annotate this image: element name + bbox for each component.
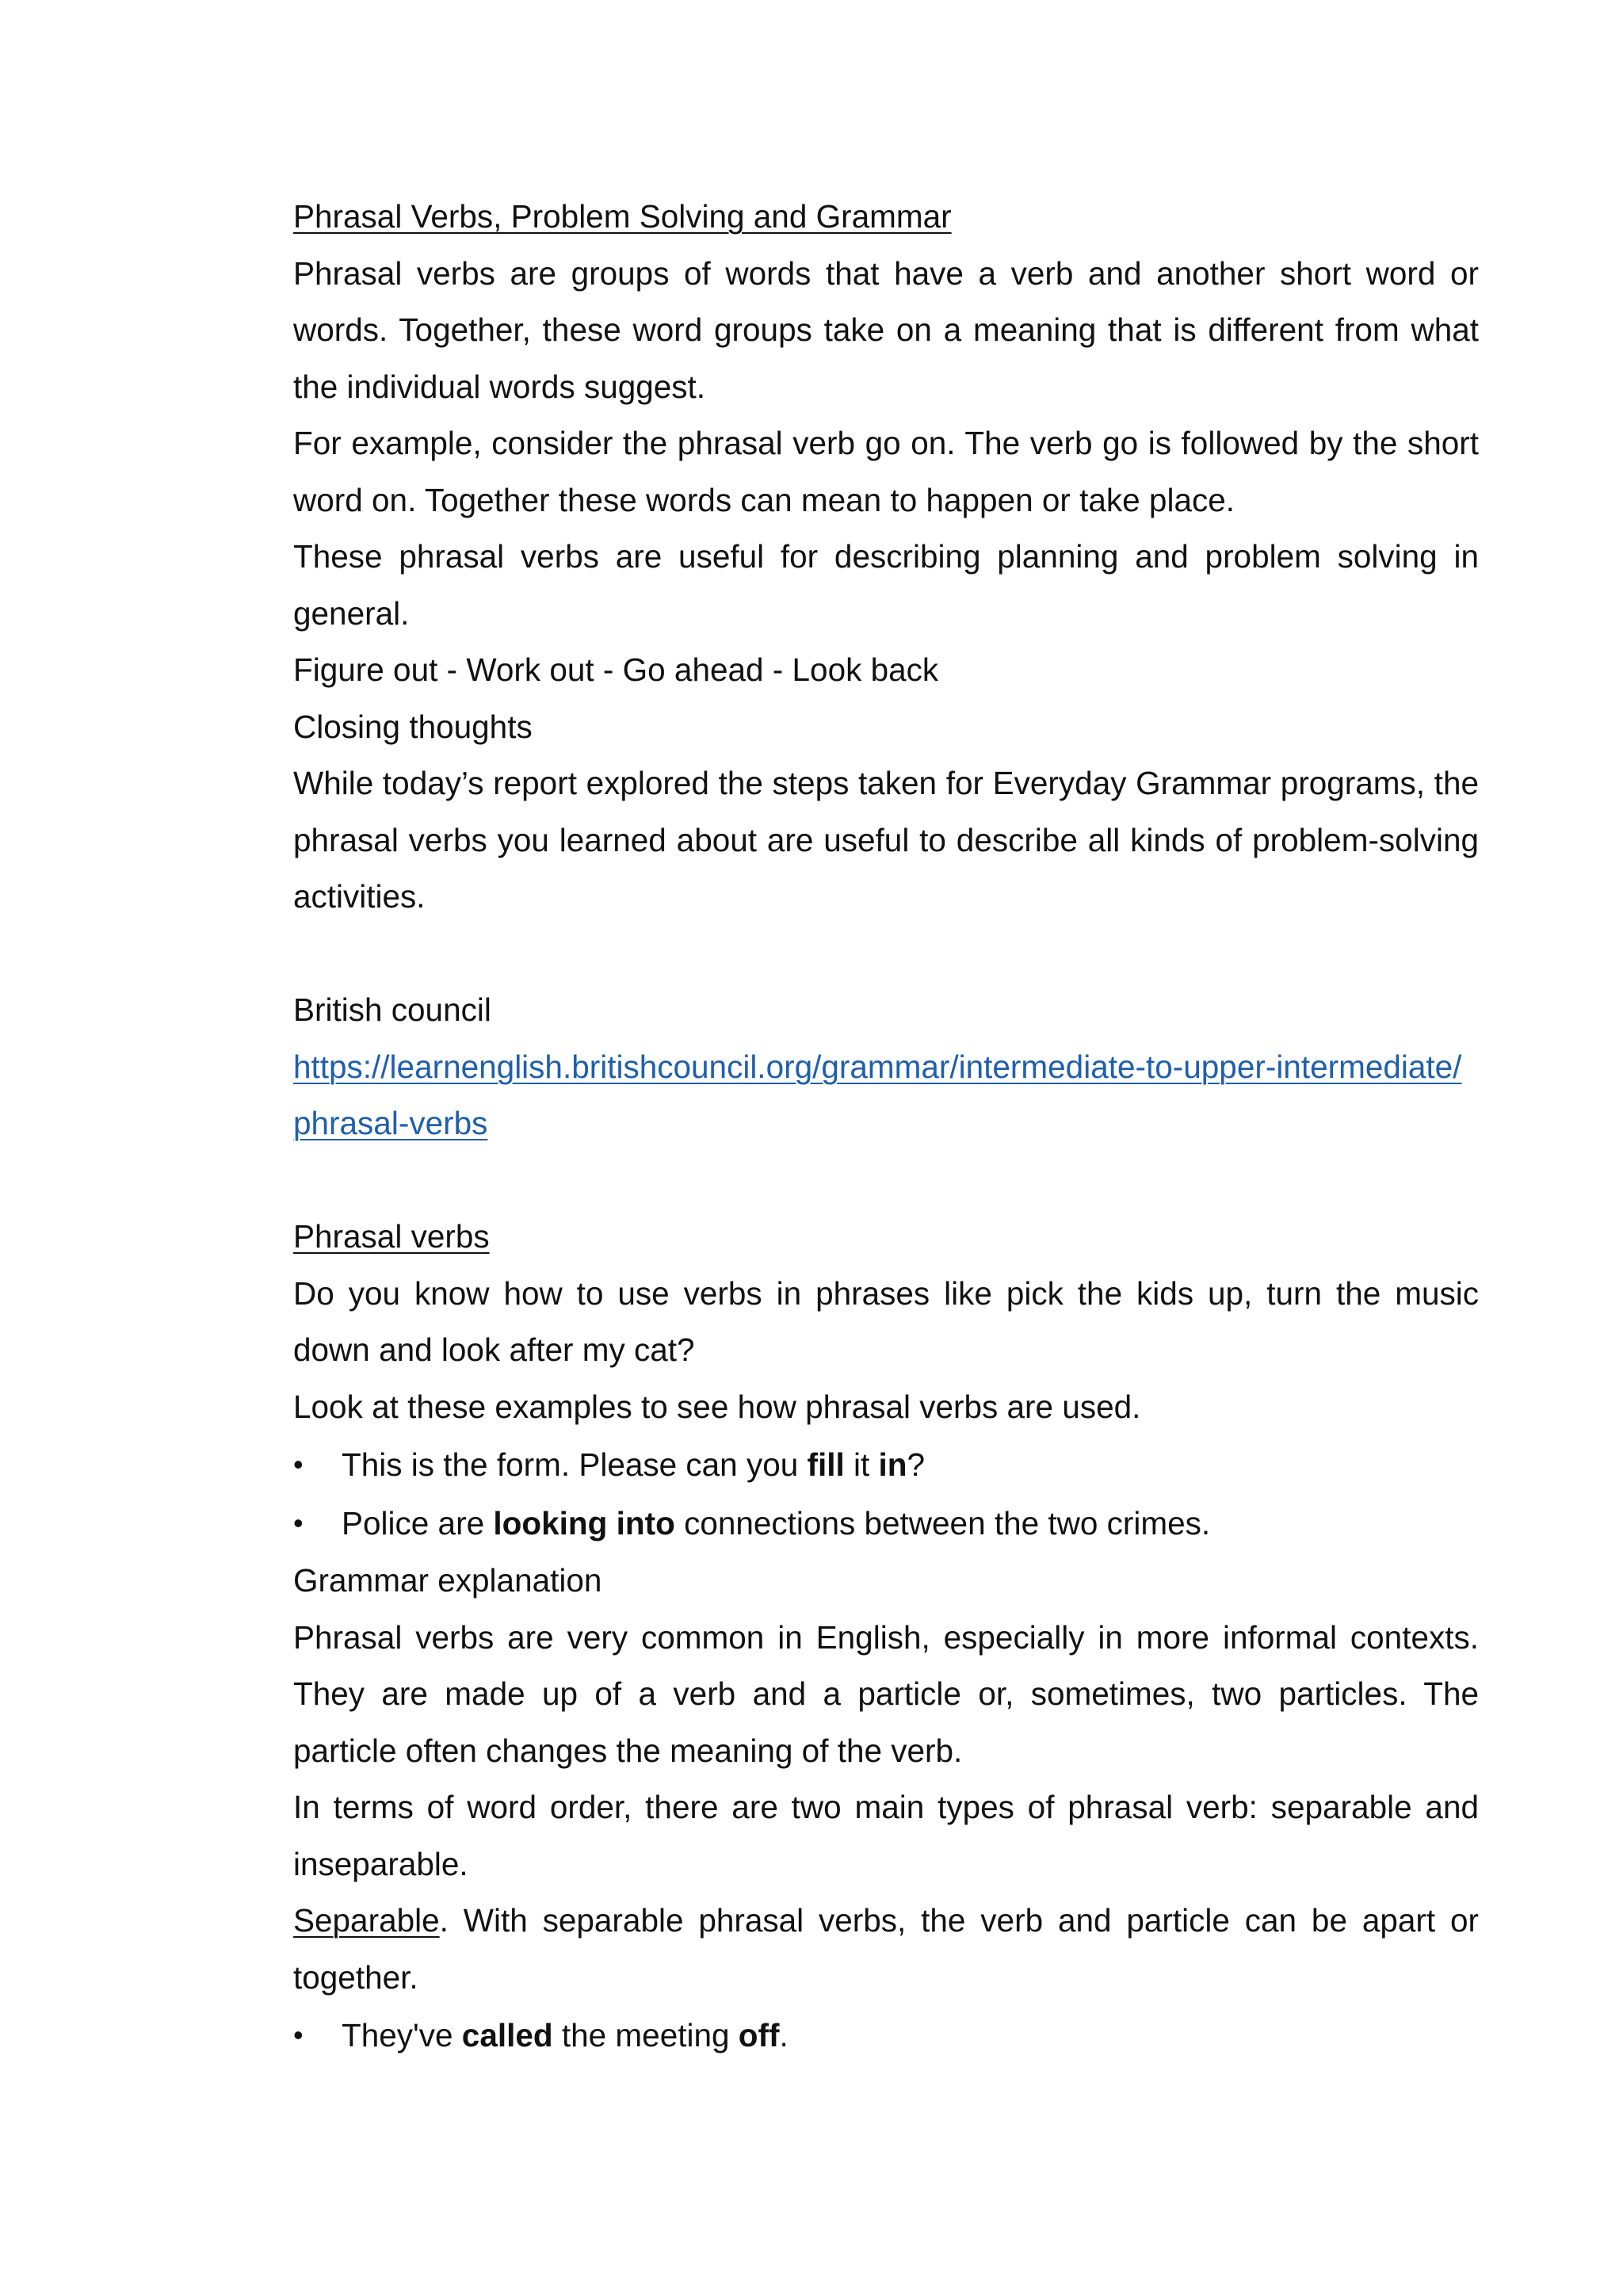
document-page (293, 189, 1479, 2065)
section-intro-2: Look at these examples to see how phrasal verbs are used. (293, 1388, 1141, 1425)
paragraph-usefulness: These phrasal verbs are useful for describing planning and problem solving in general. (293, 538, 1479, 632)
closing-paragraph: While today’s report explored the steps taken for Everyday Grammar programs, the phrasal verbs you learned about are useful to describe all kinds of problem-solving activities. (293, 765, 1479, 915)
document-title (293, 189, 1479, 246)
example-list (293, 2006, 1479, 2065)
separable-paragraph (293, 1893, 1479, 2006)
blank-line (293, 926, 1479, 983)
grammar-heading: Grammar explanation (293, 1562, 602, 1599)
source-name: British council (293, 991, 491, 1028)
example-list (293, 1435, 1479, 1553)
example-item: • Police are looking into connections between the two crimes. (293, 1494, 1479, 1553)
phrasal-verbs-list: Figure out - Work out - Go ahead - Look back (293, 651, 939, 688)
example-item: • They've called the meeting off. (293, 2006, 1479, 2065)
blank-line (293, 1152, 1479, 1209)
document-title-text: Phrasal Verbs, Problem Solving and Grammar (293, 198, 952, 235)
separable-label: Separable (293, 1902, 440, 1939)
closing-heading: Closing thoughts (293, 708, 533, 745)
section-heading-text: Phrasal verbs (293, 1218, 490, 1255)
source-link[interactable]: https://learnenglish.britishcouncil.org/grammar/intermediate-to-upper-intermediate/phrasal-verbs (293, 1048, 1462, 1141)
example-item: • This is the form. Please can you fill it in? (293, 1435, 1479, 1494)
paragraph-definition: Phrasal verbs are groups of words that have a verb and another short word or words. Together, these word groups take on a meaning that is different from what the individual words suggest. (293, 254, 1479, 405)
word-order-paragraph: In terms of word order, there are two main types of phrasal verb: separable and inseparable. (293, 1789, 1479, 1882)
separable-text: . With separable phrasal verbs, the verb and particle can be apart or together. (293, 1902, 1479, 1996)
section-heading (293, 1209, 1479, 1266)
paragraph-example: For example, consider the phrasal verb go on. The verb go is followed by the short word on. Together these words can mean to happen or take place. (293, 425, 1479, 518)
source-link-line (293, 1039, 1479, 1152)
section-intro: Do you know how to use verbs in phrases like pick the kids up, turn the music down and look after my cat? (293, 1274, 1479, 1368)
grammar-paragraph: Phrasal verbs are very common in English, especially in more informal contexts. They are made up of a verb and a particle or, sometimes, two particles. The particle often changes the meaning of the verb. (293, 1618, 1479, 1769)
